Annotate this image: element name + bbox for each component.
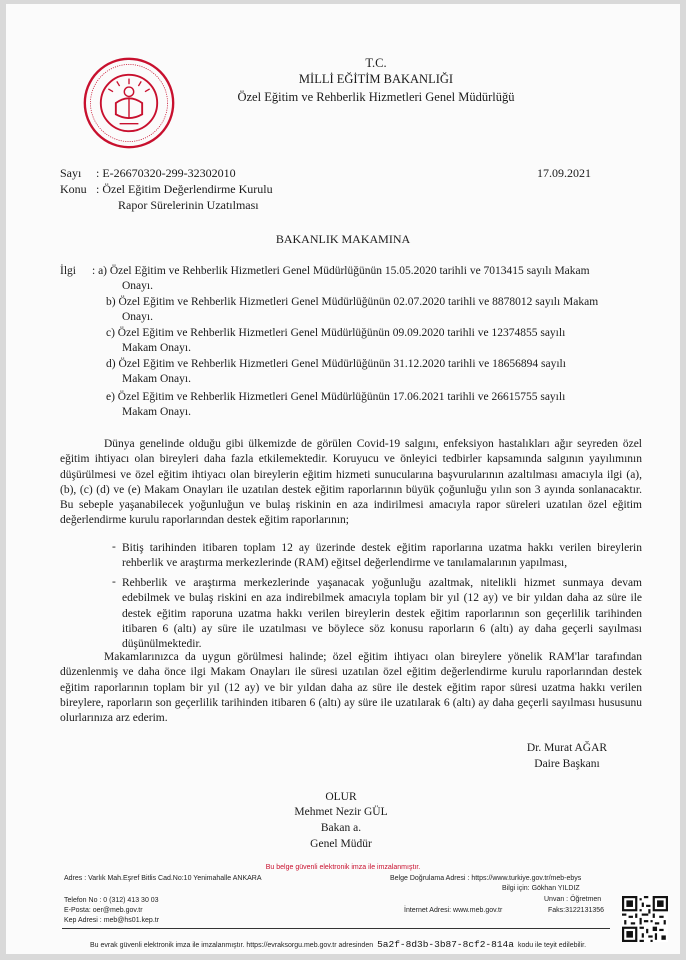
ministry-seal-icon [82, 56, 176, 150]
document-date: 17.09.2021 [537, 166, 591, 180]
ilgi-e-line2: Makam Onayı. [122, 406, 191, 418]
sayi-label: Sayı [60, 166, 82, 180]
verification-suffix: kodu ile teyit edilebilir. [517, 942, 587, 949]
approval-name: Mehmet Nezir GÜL [294, 806, 388, 818]
bullet-item-2: Rehberlik ve araştırma merkezlerinde yaşanacak yoğunluğu azaltmak, nitelikli hizmet sunmaya devam edebilmek ve bulaş riskini en aza indirebilmek amacıyla toplam bir yıl (12 ay) ve bir yıldan daha az süre ile destek eğitim raporuna uzatma hakkı verilen bireylerin destek eğitim raporlarının son geçerlilik tarihinden itibaren 6 (altı) ay süre ile uzatılması ve böylece söz konusu raporların 6 (altı) ay daha geçerli sayılması düşünülmektedir. [122, 577, 642, 651]
verification-code: 5a2f-8d3b-3b87-8cf2-814a [377, 939, 514, 950]
approval-title: Genel Müdür [310, 838, 372, 850]
footer-fax: Faks:3122131356 [548, 907, 605, 914]
bullet-mark-2: - [112, 576, 116, 588]
approval-olur: OLUR [325, 791, 357, 803]
signer-name: Dr. Murat AĞAR [526, 742, 608, 754]
footer-email: E-Posta: oer@meb.gov.tr [64, 907, 143, 914]
esign-note: Bu belge güvenli elektronik imza ile imzalanmıştır. [265, 864, 421, 871]
header-tc: T.C. [365, 56, 387, 70]
konu-label: Konu [60, 182, 87, 196]
footer-divider [62, 928, 610, 929]
qr-code-icon [622, 896, 668, 942]
footer-web: İnternet Adresi: www.meb.gov.tr [404, 907, 503, 914]
konu-value-line1: : Özel Eğitim Değerlendirme Kurulu [96, 182, 273, 196]
sayi-value: : E-26670320-299-32302010 [96, 166, 236, 180]
body-paragraph-1: Dünya genelinde olduğu gibi ülkemizde de görülen Covid-19 salgını, enfeksiyon hastalıkları ağır seyreden özel eğitim ihtiyacı olan bireyleri daha fazla etkilemektedir. Koruyucu ve önleyici tedbirler kapsamında salgının yayılımının düşürülmesi ve özel eğitim ihtiyacı olan bireylerin eğitim hizmeti sunucularına başvurularının azaltılması amacıyla ilgi (a), (b), (c) (d) ve (e) Makam Onayları ile uzatılan destek eğitim raporlarının büyük çoğunluğu yılın son 3 ayında sonlanacaktır. Bu sebeple yaşanabilecek yoğunluğun ve bulaş riskinin en aza indirilmesi amacıyla rapor süreleri uzatılan özel eğitim değerlendirme kurulu raporlarından destek eğitim raporlarının; [60, 438, 642, 527]
footer-info-for: Bilgi için: Gökhan YILDIZ [502, 885, 580, 892]
footer-phone: Telefon No : 0 (312) 413 30 03 [64, 897, 159, 904]
signer-title: Daire Başkanı [534, 758, 600, 770]
footer-verify-address: Belge Doğrulama Adresi : https://www.turkiye.gov.tr/meb-ebys [390, 875, 582, 882]
document-page [6, 4, 680, 954]
ilgi-a-line1: : a) Özel Eğitim ve Rehberlik Hizmetleri Genel Müdürlüğünün 15.05.2020 tarihli ve 7013415 sayılı Makam [92, 265, 590, 277]
ilgi-e-line1: e) Özel Eğitim ve Rehberlik Hizmetleri Genel Müdürlüğünün 17.06.2021 tarihli ve 26615755 sayılı [106, 391, 566, 403]
ilgi-c-line1: c) Özel Eğitim ve Rehberlik Hizmetleri Genel Müdürlüğünün 09.09.2020 tarihli ve 12374855 sayılı [106, 327, 566, 339]
ilgi-label: İlgi [60, 265, 76, 277]
bullet-mark-1: - [112, 541, 116, 553]
header-directorate: Özel Eğitim ve Rehberlik Hizmetleri Genel Müdürlüğü [237, 90, 515, 104]
footer-kep: Kep Adresi : meb@hs01.kep.tr [64, 917, 160, 924]
ilgi-b-line1: b) Özel Eğitim ve Rehberlik Hizmetleri Genel Müdürlüğünün 02.07.2020 tarihli ve 8878012 sayılı Makam [106, 296, 599, 308]
ilgi-c-line2: Makam Onayı. [122, 342, 191, 354]
verification-prefix: Bu evrak güvenli elektronik imza ile imzalanmıştır. https://evraksorgu.meb.gov.tr adresinden [90, 942, 374, 949]
addressee: BAKANLIK MAKAMINA [275, 232, 411, 246]
bullet-item-1: Bitiş tarihinden itibaren toplam 12 ay üzerinde destek eğitim raporlarına uzatma hakkı verilen bireylerin rehberlik ve araştırma merkezlerinde (RAM) eğitsel değerlendirme ve tanılamalarının yapılması, [122, 542, 642, 570]
konu-value-line2: Rapor Sürelerinin Uzatılması [118, 198, 259, 212]
ilgi-b-line2: Onayı. [122, 311, 153, 323]
footer-address: Adres : Varlık Mah.Eşref Bitlis Cad.No:10 Yenimahalle ANKARA [64, 875, 262, 882]
verification-line [90, 934, 586, 952]
ilgi-d-line2: Makam Onayı. [122, 373, 191, 385]
ilgi-a-line2: Onayı. [122, 280, 153, 292]
header-ministry: MİLLİ EĞİTİM BAKANLIĞI [298, 72, 454, 86]
ilgi-d-line1: d) Özel Eğitim ve Rehberlik Hizmetleri Genel Müdürlüğünün 31.12.2020 tarihli ve 18656894 sayılı [106, 358, 566, 370]
body-paragraph-2: Makamlarınızca da uygun görülmesi halinde; özel eğitim ihtiyacı olan bireylere yönelik RAM'lar tarafından düzenlenmiş ve daha önce ilgi Makam Onayları ile süresi uzatılan özel eğitim değerlendirme kurulu raporlarından destek eğitim raporlarının toplam bir yıl (12 ay) ve bir yıldan daha az süre ile destek eğitim rapor süresi uzatma hakkı verilen bireylere, raporların son geçerlilik tarihinden itibaren 6 (altı) ay süre ile uzatılarak 6 (altı) ay daha geçerli sayılması hususunu olurlarınıza arz ederim. [60, 651, 642, 725]
approval-role: Bakan a. [320, 822, 362, 834]
footer-unvan: Unvan : Öğretmen [544, 896, 602, 903]
